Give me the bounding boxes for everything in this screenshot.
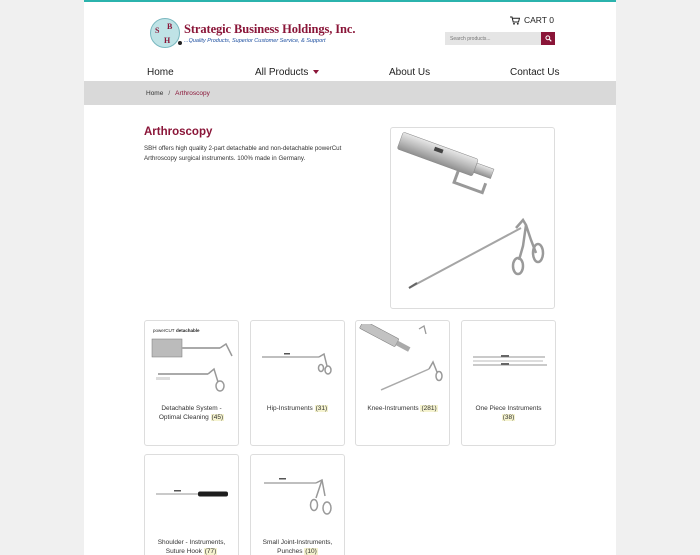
cart-icon (510, 16, 520, 25)
category-card-hip[interactable] (250, 320, 345, 446)
category-name-line1: Small Joint-Instruments, (262, 539, 333, 546)
breadcrumb-separator: / (168, 89, 171, 97)
one-piece-instruments-image (465, 324, 552, 396)
category-name-line2: Punches (277, 547, 303, 555)
search-button[interactable] (541, 32, 555, 45)
category-count: (10) (305, 547, 317, 555)
category-count: (77) (204, 547, 217, 555)
search-input[interactable] (445, 32, 541, 45)
breadcrumb (84, 81, 616, 105)
cart-label: CART 0 (524, 15, 554, 25)
main-nav (84, 65, 616, 81)
logo-letter-h: H (164, 36, 171, 45)
category-intro (144, 126, 364, 163)
breadcrumb-home[interactable]: Home (146, 89, 164, 97)
category-caption (149, 539, 234, 555)
category-card-one-piece[interactable] (461, 320, 556, 446)
nav-all-products-label: All Products (255, 67, 309, 78)
category-card-shoulder[interactable] (144, 454, 239, 555)
shoulder-instruments-image (148, 458, 235, 530)
category-name-line2: Optimal Cleaning (158, 413, 209, 421)
cart-link[interactable] (510, 15, 554, 25)
site-logo[interactable] (150, 18, 355, 48)
site-header (84, 2, 616, 60)
category-card-detachable[interactable] (144, 320, 239, 446)
category-name-line1: One Piece Instruments (475, 405, 542, 412)
logo-text (184, 22, 355, 44)
category-name-line1: Hip-Instruments (266, 405, 313, 412)
hip-instruments-image (254, 324, 341, 396)
category-name-line1: Detachable System - (161, 405, 222, 412)
search-icon (545, 35, 552, 42)
company-tagline: ...Quality Products, Superior Customer Service, & Support (184, 38, 326, 44)
category-count: (31) (315, 405, 328, 412)
detachable-system-image (148, 324, 235, 396)
breadcrumb-current: Arthroscopy (175, 89, 210, 97)
detachable-brand-text: detachable (176, 328, 200, 333)
category-caption (149, 405, 234, 422)
category-caption (466, 405, 551, 422)
hero-image (390, 127, 555, 309)
category-count: (281) (421, 405, 437, 412)
small-joint-instruments-image (254, 458, 341, 530)
category-count: (38) (502, 413, 515, 421)
category-count: (45) (211, 413, 224, 421)
nav-contact[interactable]: Contact Us (510, 67, 560, 78)
nav-home[interactable]: Home (147, 67, 174, 78)
category-description: SBH offers high quality 2-part detachable and non-detachable powerCut Arthroscopy surgical instruments. 100% made in Germany. (144, 145, 342, 162)
arthroscopy-instrument-image (391, 128, 554, 308)
search-form (445, 32, 555, 45)
category-name-line2: Suture Hook (165, 547, 202, 555)
category-card-knee[interactable] (355, 320, 450, 446)
caret-down-icon (313, 70, 319, 74)
category-caption (360, 405, 445, 414)
category-name-line1: Shoulder - Instruments, (157, 539, 226, 546)
category-card-small-joint[interactable] (250, 454, 345, 555)
page-title: Arthroscopy (144, 126, 213, 138)
nav-all-products[interactable] (255, 67, 319, 78)
logo-emblem (150, 18, 180, 48)
logo-dot (178, 41, 182, 45)
knee-instruments-image (359, 324, 446, 396)
powercut-brand-text: powerCUT (153, 328, 175, 333)
company-name: Strategic Business Holdings, Inc. (184, 22, 356, 36)
category-caption (255, 405, 340, 414)
category-name-line1: Knee-Instruments (367, 405, 419, 412)
category-caption (255, 539, 340, 555)
page-container (84, 0, 616, 555)
logo-letter-b: B (167, 22, 173, 31)
nav-about[interactable]: About Us (389, 67, 431, 78)
logo-letter-s: S (155, 26, 160, 35)
